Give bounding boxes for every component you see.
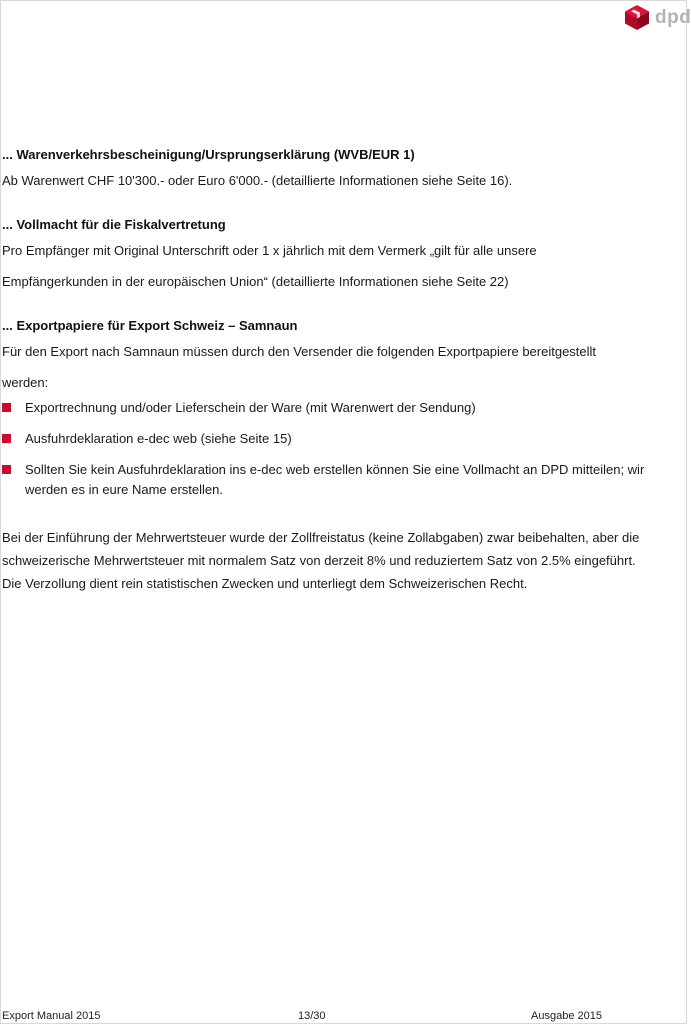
list-item bbox=[2, 398, 670, 418]
list-item-text: Ausfuhrdeklaration e-dec web (siehe Seite 15) bbox=[25, 431, 292, 446]
footer-edition: Ausgabe 2015 bbox=[531, 1010, 602, 1022]
red-square-bullet-icon bbox=[2, 434, 11, 443]
section-paragraph: Pro Empfänger mit Original Unterschrift oder 1 x jährlich mit dem Vermerk „gilt für alle unsere bbox=[2, 243, 537, 258]
section-wvb bbox=[2, 145, 670, 196]
list-item bbox=[2, 429, 670, 449]
dpd-cube-icon bbox=[624, 4, 650, 31]
section-paragraph: Ab Warenwert CHF 10'300.- oder Euro 6'000.- (detaillierte Informationen siehe Seite 16). bbox=[2, 173, 513, 188]
red-square-bullet-icon bbox=[2, 403, 11, 412]
dpd-logo bbox=[624, 4, 691, 31]
closing-line: schweizerische Mehrwertsteuer mit normalem Satz von derzeit 8% und reduziertem Satz von 2.5% eingeführt. bbox=[2, 553, 636, 568]
section-paragraph: werden: bbox=[2, 375, 49, 390]
closing-line: Die Verzollung dient rein statistischen Zwecken und unterliegt dem Schweizerischen Recht. bbox=[2, 576, 528, 591]
section-heading: ... Vollmacht für die Fiskalvertretung bbox=[2, 217, 226, 232]
section-exportpapiere bbox=[2, 316, 670, 500]
closing-line: Bei der Einführung der Mehrwertsteuer wurde der Zollfreistatus (keine Zollabgaben) zwar beibehalten, aber die bbox=[2, 530, 640, 545]
footer-document-title: Export Manual 2015 bbox=[2, 1010, 101, 1022]
document-body bbox=[2, 145, 670, 595]
bullet-list bbox=[2, 398, 670, 500]
page-footer bbox=[2, 1010, 602, 1024]
section-heading: ... Exportpapiere für Export Schweiz – Samnaun bbox=[2, 318, 298, 333]
section-paragraph: Empfängerkunden in der europäischen Union“ (detaillierte Informationen siehe Seite 22) bbox=[2, 274, 509, 289]
section-fiskalvertretung bbox=[2, 215, 670, 297]
list-item bbox=[2, 460, 670, 500]
red-square-bullet-icon bbox=[2, 465, 11, 474]
section-heading: ... Warenverkehrsbescheinigung/Ursprungserklärung (WVB/EUR 1) bbox=[2, 147, 415, 162]
list-item-text: Sollten Sie kein Ausfuhrdeklaration ins e-dec web erstellen können Sie eine Vollmacht an DPD mitteilen; wir werden es in eure Name erstellen. bbox=[25, 462, 645, 497]
list-item-text: Exportrechnung und/oder Lieferschein der Ware (mit Warenwert der Sendung) bbox=[25, 400, 476, 415]
footer-page-number: 13/30 bbox=[298, 1010, 326, 1022]
dpd-logo-text: dpd bbox=[655, 7, 691, 28]
closing-paragraph bbox=[2, 526, 670, 595]
section-paragraph: Für den Export nach Samnaun müssen durch den Versender die folgenden Exportpapiere bereitgestellt bbox=[2, 344, 597, 359]
